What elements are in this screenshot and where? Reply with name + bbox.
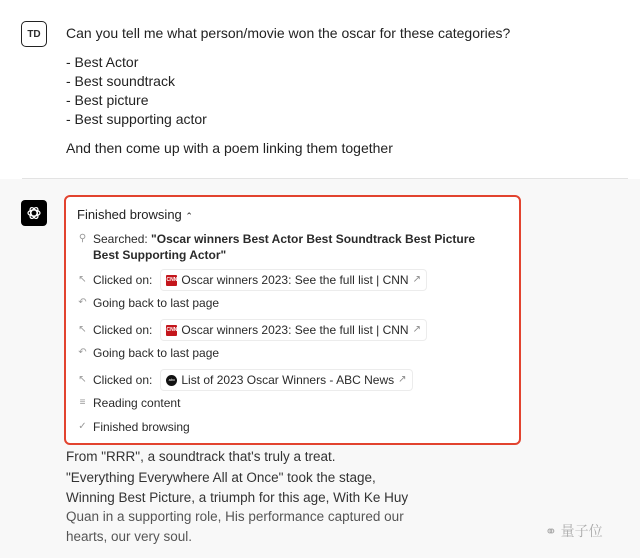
chatgpt-logo-icon xyxy=(21,200,47,226)
browsing-panel xyxy=(64,195,521,445)
chevron-up-icon: ⌃ xyxy=(185,211,193,221)
list-item: - Best soundtrack xyxy=(66,73,175,89)
link-cnn[interactable]: CNN Oscar winners 2023: See the full list | CNN ↗ xyxy=(160,269,427,291)
check-circle-icon: ✓ xyxy=(78,421,87,432)
search-step: ⚲ Searched: "Oscar winners Best Actor Best Soundtrack Best Picture Best Supporting Actor" xyxy=(78,232,476,262)
back-step: ↶ Going back to last page xyxy=(78,346,220,360)
poem-line: Winning Best Picture, a triumph for this age, With Ke Huy xyxy=(66,489,409,505)
poem-line: hearts, our very soul. xyxy=(66,528,193,544)
wechat-icon: ⚭ xyxy=(545,523,557,539)
search-query: "Oscar winners Best Actor Best Soundtrack Best Picture Best Supporting Actor" xyxy=(93,232,476,262)
cursor-icon: ↖ xyxy=(78,274,87,285)
list-item: - Best picture xyxy=(66,92,149,108)
back-arrow-icon: ↶ xyxy=(78,347,87,358)
watermark: ⚭ 量子位 xyxy=(545,523,603,539)
list-icon: ≡ xyxy=(79,397,86,408)
list-item: - Best Actor xyxy=(66,54,139,70)
back-step: ↶ Going back to last page xyxy=(78,296,220,310)
abc-logo-icon: abc xyxy=(166,375,177,386)
browsing-toggle[interactable]: Finished browsing ⌃ xyxy=(77,207,193,222)
external-link-icon: ↗ xyxy=(412,324,421,335)
external-link-icon: ↗ xyxy=(412,274,421,285)
list-item: - Best supporting actor xyxy=(66,111,207,127)
click-step: ↖ Clicked on: abc List of 2023 Oscar Winners - ABC News ↗ xyxy=(77,369,413,391)
link-cnn[interactable]: CNN Oscar winners 2023: See the full list | CNN ↗ xyxy=(160,319,427,341)
cnn-logo-icon: CNN xyxy=(166,325,177,336)
click-step: ↖ Clicked on: CNN Oscar winners 2023: See the full list | CNN ↗ xyxy=(77,269,427,291)
back-arrow-icon: ↶ xyxy=(78,297,87,308)
finished-step: ✓ Finished browsing xyxy=(78,420,190,434)
cursor-icon: ↖ xyxy=(78,324,87,335)
user-avatar: TD xyxy=(21,21,47,47)
link-abc[interactable]: abc List of 2023 Oscar Winners - ABC News ↗ xyxy=(160,369,412,391)
user-followup: And then come up with a poem linking them together xyxy=(66,140,393,156)
external-link-icon: ↗ xyxy=(398,374,407,385)
poem-line: From "RRR", a soundtrack that's truly a treat. xyxy=(66,449,336,464)
reading-step: ≡ Reading content xyxy=(77,395,180,411)
poem-line: "Everything Everywhere All at Once" took the stage, xyxy=(66,470,376,485)
click-step: ↖ Clicked on: CNN Oscar winners 2023: See the full list | CNN ↗ xyxy=(77,319,427,341)
cnn-logo-icon: CNN xyxy=(166,275,177,286)
user-question: Can you tell me what person/movie won the oscar for these categories? xyxy=(66,25,511,41)
cursor-icon: ↖ xyxy=(78,374,87,385)
search-icon: ⚲ xyxy=(78,233,87,244)
poem-line: Quan in a supporting role, His performance captured our xyxy=(66,509,404,524)
user-message xyxy=(0,0,640,179)
